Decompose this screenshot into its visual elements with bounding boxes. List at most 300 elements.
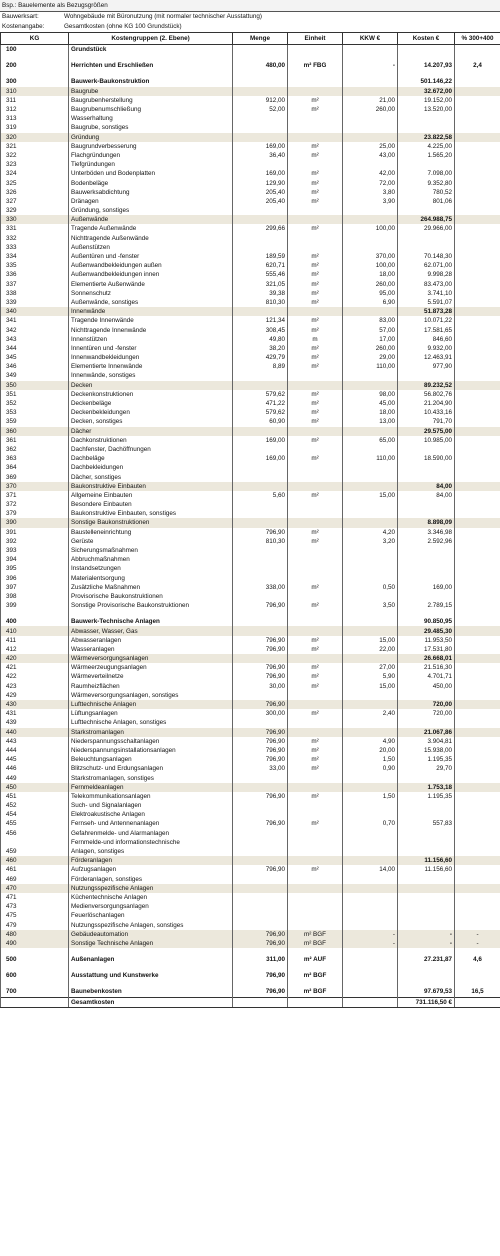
cell-name: Innenstützen [69,335,233,344]
cell-pct [455,234,500,243]
cell-menge [233,617,288,626]
cell-pct [455,672,500,681]
cell-kosten: 51.873,28 [398,307,455,316]
cell-menge: 796,90 [233,672,288,681]
cell-pct [455,783,500,792]
cell-menge [233,206,288,215]
cell-kosten: 264.988,75 [398,215,455,224]
cell-name: Unterböden und Bodenplatten [69,169,233,178]
cell-kg: 363 [1,454,69,463]
cell-menge [233,371,288,380]
cell-kosten [398,160,455,169]
cell-kg: 470 [1,884,69,893]
cell-kkw [343,691,398,700]
cell-einheit: m² [288,298,343,307]
cell-kkw [343,381,398,390]
cell-kkw: 83,00 [343,316,398,325]
cell-einheit: m² [288,178,343,187]
cell-einheit [288,160,343,169]
cell-name: Förderanlagen [69,856,233,865]
cell-pct [455,893,500,902]
cell-name: Elementierte Außenwände [69,280,233,289]
cell-kkw: 0,90 [343,764,398,773]
cell-kosten [398,45,455,55]
cell-kkw: 15,00 [343,636,398,645]
cell-pct [455,546,500,555]
table-row [1,528,500,537]
cell-kg: 379 [1,509,69,518]
table-row [1,583,500,592]
cell-menge: 205,40 [233,197,288,206]
cell-einheit: m² [288,353,343,362]
cell-einheit [288,617,343,626]
cell-kg: 319 [1,123,69,132]
cell-pct [455,847,500,856]
cell-kkw [343,482,398,491]
cell-einheit [288,718,343,727]
cell-einheit: m² [288,362,343,371]
spacer-row [1,964,500,971]
cell-name: Decken, sonstiges [69,417,233,426]
table-row [1,810,500,819]
cell-name: Wärmeversorgungsanlagen [69,654,233,663]
cell-einheit: m² [288,151,343,160]
table-row [1,197,500,206]
cell-name: Außenwandbekleidungen außen [69,261,233,270]
cell-kosten [398,847,455,856]
table-row [1,838,500,847]
cell-kosten [398,123,455,132]
cell-einheit [288,911,343,920]
cell-menge [233,133,288,142]
cell-kkw [343,123,398,132]
cell-kkw: 42,00 [343,169,398,178]
cell-kg: 391 [1,528,69,537]
cell-name: Blitzschutz- und Erdungsanlagen [69,764,233,773]
cell-kg: 460 [1,856,69,865]
cell-pct [455,427,500,436]
cell-kkw [343,371,398,380]
cell-kg: 479 [1,920,69,929]
cell-menge: 796,90 [233,636,288,645]
cell-menge [233,546,288,555]
cell-menge: 796,90 [233,601,288,610]
cell-kosten [398,691,455,700]
cell-menge: 429,79 [233,353,288,362]
cell-kg: 456 [1,829,69,838]
cell-kkw [343,133,398,142]
table-row [1,537,500,546]
cell-kg: 449 [1,773,69,782]
cell-kosten [398,574,455,583]
cell-name: Raumheizflächen [69,682,233,691]
cell-kg: 311 [1,96,69,105]
cell-name: Deckenbekleidungen [69,408,233,417]
table-row [1,691,500,700]
cell-kg: 337 [1,280,69,289]
cell-pct [455,215,500,224]
subgroup-row [1,728,500,737]
cell-pct [455,792,500,801]
cell-menge: 52,00 [233,105,288,114]
cell-kkw: 4,90 [343,737,398,746]
cell-menge [233,500,288,509]
cell-kosten [398,902,455,911]
cell-einheit: m² [288,105,343,114]
cell-menge: 30,00 [233,682,288,691]
cell-menge: 796,90 [233,645,288,654]
cell-kg: 369 [1,472,69,481]
cell-pct [455,663,500,672]
table-row [1,555,500,564]
cell-kosten: 3.904,81 [398,737,455,746]
cell-kkw [343,87,398,96]
cell-kg: 336 [1,270,69,279]
cell-kg: 399 [1,601,69,610]
cell-menge [233,555,288,564]
cell-kosten: 3.741,10 [398,289,455,298]
cell-name: Instandsetzungen [69,564,233,573]
cell-kkw: 57,00 [343,325,398,334]
cell-kkw: 22,00 [343,645,398,654]
cell-kg: 420 [1,654,69,663]
cell-kg: 394 [1,555,69,564]
cell-menge: 129,90 [233,178,288,187]
cell-menge: 796,90 [233,930,288,939]
cell-name: Gebäudeautomation [69,930,233,939]
cell-pct [455,884,500,893]
cell-kkw: 72,00 [343,178,398,187]
cell-kosten: 846,60 [398,335,455,344]
cell-kosten: 2.592,96 [398,537,455,546]
cell-pct [455,105,500,114]
cell-name: Gründung, sonstiges [69,206,233,215]
cell-pct [455,188,500,197]
cell-name: Nichttragende Außenwände [69,234,233,243]
cell-menge: 169,00 [233,142,288,151]
subgroup-row [1,939,500,948]
cell-einheit [288,215,343,224]
cell-name: Außenanlagen [69,955,233,964]
cell-pct [455,316,500,325]
cell-kosten [398,463,455,472]
cell-pct [455,289,500,298]
cell-pct [455,838,500,847]
cell-einheit [288,114,343,123]
cell-name: Außenwände, sonstiges [69,298,233,307]
cell-kg: 440 [1,728,69,737]
cell-kkw [343,911,398,920]
cell-pct [455,206,500,215]
cell-kosten [398,564,455,573]
col-header-kostengruppen: Kostengruppen (2. Ebene) [69,33,233,45]
cell-name: Wärmeversorgungsanlagen, sonstiges [69,691,233,700]
cell-pct [455,746,500,755]
cell-kkw: 3,50 [343,601,398,610]
cell-kkw: 370,00 [343,252,398,261]
cell-einheit [288,902,343,911]
cell-menge [233,574,288,583]
cell-pct [455,408,500,417]
cell-menge: 49,80 [233,335,288,344]
cell-kosten: 27.231,87 [398,955,455,964]
cell-pct [455,270,500,279]
cell-kkw: 6,90 [343,298,398,307]
cell-menge: 308,45 [233,325,288,334]
cell-name: Dachbekleidungen [69,463,233,472]
cell-name: Elementierte Innenwände [69,362,233,371]
cell-kg: 343 [1,335,69,344]
cell-kosten [398,810,455,819]
cell-einheit [288,133,343,142]
cell-einheit [288,307,343,316]
cell-pct [455,902,500,911]
table-row [1,773,500,782]
cell-name: Materialentsorgung [69,574,233,583]
cell-kkw: 110,00 [343,362,398,371]
cell-name: Außentüren und -fenster [69,252,233,261]
cell-menge [233,838,288,847]
cell-kkw [343,234,398,243]
cell-kosten [398,884,455,893]
cell-kg: 397 [1,583,69,592]
cell-kosten [398,114,455,123]
cell-kg: 334 [1,252,69,261]
cell-kg: 490 [1,939,69,948]
table-row [1,500,500,509]
cell-kosten: - [398,930,455,939]
cell-kg: 452 [1,801,69,810]
cell-kkw: - [343,939,398,948]
cell-menge: 796,90 [233,663,288,672]
cell-kg: 332 [1,234,69,243]
cell-name: Sonnenschutz [69,289,233,298]
cell-einheit [288,626,343,635]
cell-kosten: 70.148,30 [398,252,455,261]
cell-menge [233,783,288,792]
cell-kosten: 1.195,35 [398,792,455,801]
cell-kkw [343,875,398,884]
cell-einheit [288,206,343,215]
cell-kosten: 501.146,22 [398,77,455,86]
cell-name: Dränagen [69,197,233,206]
cell-einheit [288,555,343,564]
cell-pct [455,142,500,151]
cell-pct [455,728,500,737]
cell-name: Förderanlagen, sonstiges [69,875,233,884]
cell-einheit [288,875,343,884]
cell-einheit [288,920,343,929]
cell-pct [455,626,500,635]
cell-einheit: m² AUF [288,955,343,964]
table-row [1,737,500,746]
cell-einheit: m² [288,792,343,801]
cell-menge: 321,05 [233,280,288,289]
cell-pct [455,654,500,663]
table-row [1,472,500,481]
cell-kg: 310 [1,87,69,96]
cell-kg: 361 [1,436,69,445]
cell-kkw [343,728,398,737]
cell-pct [455,325,500,334]
table-row [1,463,500,472]
cell-menge [233,626,288,635]
cell-einheit [288,243,343,252]
cell-kosten [398,829,455,838]
cell-name: Starkstromanlagen [69,728,233,737]
cell-kkw: 100,00 [343,224,398,233]
cell-menge [233,472,288,481]
col-header-kkw: KKW € [343,33,398,45]
table-row [1,801,500,810]
cell-kg: 346 [1,362,69,371]
cell-kg: 359 [1,417,69,426]
cell-name: Lufttechnische Anlagen [69,700,233,709]
cell-menge: 189,59 [233,252,288,261]
cell-kg: 430 [1,700,69,709]
cell-kkw [343,463,398,472]
cell-pct [455,564,500,573]
cell-kg: 360 [1,427,69,436]
cell-pct [455,810,500,819]
cell-menge [233,307,288,316]
cell-kosten: 11.953,50 [398,636,455,645]
cell-menge [233,123,288,132]
cell-kosten: 29.575,00 [398,427,455,436]
cell-pct [455,691,500,700]
cell-kkw [343,654,398,663]
cell-kosten: 10.985,00 [398,436,455,445]
cell-kosten: 5.591,07 [398,298,455,307]
cell-pct [455,700,500,709]
cell-kkw [343,500,398,509]
cell-kg: 429 [1,691,69,700]
cell-kosten [398,234,455,243]
cell-einheit: m² [288,289,343,298]
cell-pct [455,280,500,289]
cell-kkw [343,902,398,911]
cell-kg: 349 [1,371,69,380]
cell-kg: 395 [1,564,69,573]
cell-name: Anlagen, sonstiges [69,847,233,856]
cell-einheit [288,801,343,810]
cell-einheit: m² [288,491,343,500]
cell-einheit [288,427,343,436]
cell-kkw [343,783,398,792]
cell-pct [455,482,500,491]
cell-menge [233,911,288,920]
cell-name: Innenwände, sonstiges [69,371,233,380]
cell-menge: 311,00 [233,955,288,964]
cell-einheit [288,45,343,55]
cell-kkw: 65,00 [343,436,398,445]
cell-menge: 796,90 [233,971,288,980]
cell-kkw: 0,70 [343,819,398,828]
cell-kg: 422 [1,672,69,681]
cell-kkw: 260,00 [343,105,398,114]
cell-kosten [398,875,455,884]
cell-name: Dachfenster, Dachöffnungen [69,445,233,454]
table-row [1,206,500,215]
cell-einheit: m² [288,601,343,610]
cell-kg: 329 [1,206,69,215]
cell-einheit: m² [288,224,343,233]
cell-kkw: 13,00 [343,417,398,426]
cell-einheit [288,654,343,663]
cell-menge: 8,89 [233,362,288,371]
cell-kkw: 45,00 [343,399,398,408]
table-row [1,243,500,252]
cell-kkw [343,893,398,902]
cell-kg: 480 [1,930,69,939]
cell-pct [455,875,500,884]
cell-pct: - [455,939,500,948]
cell-einheit: m² BGF [288,930,343,939]
subgroup-row [1,307,500,316]
cell-menge: 579,62 [233,390,288,399]
cell-kosten: 1.753,18 [398,783,455,792]
cell-einheit [288,574,343,583]
cell-pct [455,971,500,980]
cell-kg: 335 [1,261,69,270]
cell-pct [455,445,500,454]
meta-key: Bauwerksart: [2,13,39,20]
main-group-row [1,971,500,980]
table-row [1,298,500,307]
cell-kkw [343,574,398,583]
cell-kkw [343,215,398,224]
cell-kg: 324 [1,169,69,178]
cell-einheit: m² [288,399,343,408]
cell-name: Tiefgründungen [69,160,233,169]
cell-menge: 169,00 [233,454,288,463]
cell-pct [455,96,500,105]
table-row [1,902,500,911]
table-row [1,362,500,371]
cell-kosten: 12.463,91 [398,353,455,362]
cell-menge [233,592,288,601]
cell-menge: 169,00 [233,169,288,178]
cell-einheit: m² BGF [288,987,343,997]
cell-pct [455,77,500,86]
subgroup-row [1,654,500,663]
table-row [1,574,500,583]
table-row [1,353,500,362]
cell-pct [455,381,500,390]
cell-pct [455,178,500,187]
cell-kosten: 17.531,80 [398,645,455,654]
cell-name: Starkstromanlagen, sonstiges [69,773,233,782]
cell-menge: 38,20 [233,344,288,353]
cell-menge [233,810,288,819]
cell-kg: 400 [1,617,69,626]
cell-kkw: 95,00 [343,289,398,298]
cell-pct [455,454,500,463]
cell-name: Baustelleneinrichtung [69,528,233,537]
table-row [1,491,500,500]
cell-kg: 421 [1,663,69,672]
cell-kkw: 29,00 [343,353,398,362]
cell-name: Abwasseranlagen [69,636,233,645]
table-row [1,592,500,601]
cell-pct [455,45,500,55]
cell-kg: 450 [1,783,69,792]
subgroup-row [1,133,500,142]
cell-menge: 36,40 [233,151,288,160]
cell-name: Bauwerksabdichtung [69,188,233,197]
cell-pct [455,491,500,500]
cell-kosten: 29,70 [398,764,455,773]
